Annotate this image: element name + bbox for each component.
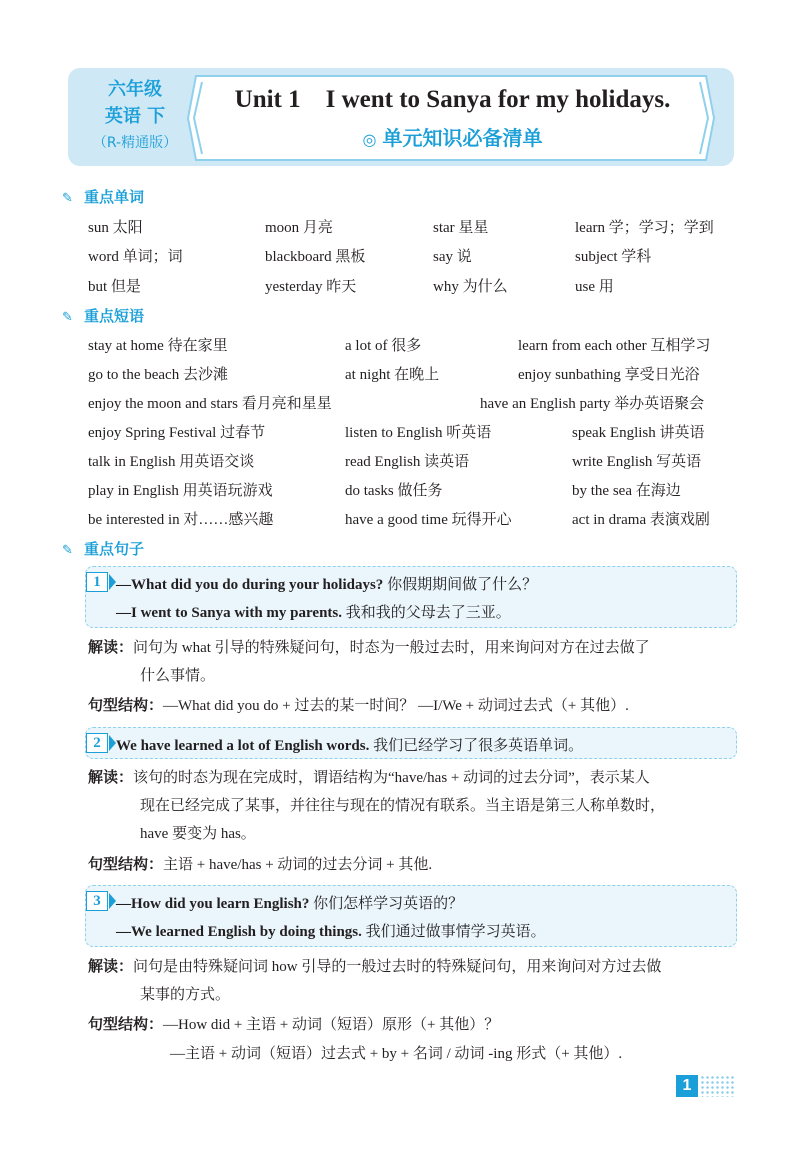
phrase-item: a lot of 很多 [345, 338, 422, 354]
sentence-en: —We learned English by doing things. [116, 924, 362, 940]
sentence-en: We have learned a lot of English words. [116, 738, 370, 754]
sentence-cn: 你们怎样学习英语的？ [309, 896, 464, 912]
sentence-box-2 [85, 727, 737, 759]
edition-label: （R-精通版） [92, 135, 178, 151]
word-item: say 说 [433, 249, 472, 265]
page-dots-decoration [700, 1075, 734, 1097]
word-item: subject 学科 [575, 249, 652, 265]
phrase-item: play in English 用英语玩游戏 [88, 483, 273, 499]
structure-1: 句型结构：—What did you do + 过去的某一时间？ —I/We + 动词过去式（+ 其他）. [88, 698, 629, 714]
sentence-en: —How did you learn English? [116, 896, 310, 912]
phrase-item: act in drama 表演戏剧 [572, 512, 710, 528]
sentence-cn: 你假期期间做了什么？ [383, 577, 538, 593]
sentence-number: 3 [86, 891, 108, 911]
phrase-item: enjoy the moon and stars 看月亮和星星 [88, 396, 332, 412]
unit-title: Unit 1 I went to Sanya for my holidays. [234, 86, 671, 113]
word-item: use 用 [575, 279, 614, 295]
structure-3: 句型结构：—How did + 主语 + 动词（短语）原形（+ 其他）？ [88, 1017, 500, 1033]
grade-line-2: 英语 下 [104, 106, 166, 127]
phrase-item: be interested in 对……感兴趣 [88, 512, 274, 528]
grade-line-1: 六年级 [108, 79, 162, 100]
sentence-cn: 我们通过做事情学习英语。 [361, 924, 546, 940]
section-sentences-heading: ✎ 重点句子 [62, 540, 145, 558]
sentence-box-3 [85, 885, 737, 947]
phrase-item: by the sea 在海边 [572, 483, 681, 499]
phrase-item: do tasks 做任务 [345, 483, 443, 499]
explanation-3-line-2: 某事的方式。 [140, 987, 231, 1003]
explanation-2-line-2: 现在已经完成了某事，并往往与现在的情况有联系。当主语是第三人称单数时， [140, 798, 666, 814]
phrase-item: have a good time 玩得开心 [345, 512, 512, 528]
word-item: learn 学；学习；学到 [575, 220, 714, 236]
sentence-cn: 我们已经学习了很多英语单词。 [369, 738, 584, 754]
pen-icon: ✎ [62, 543, 73, 558]
explanation-1-line-2: 什么事情。 [140, 668, 216, 684]
sentence-number: 1 [86, 572, 108, 592]
structure-2: 句型结构：主语 + have/has + 动词的过去分词 + 其他. [88, 857, 433, 873]
phrase-item: at night 在晚上 [345, 367, 440, 383]
word-item: word 单词；词 [88, 249, 183, 265]
sentence-cn: 我和我的父母去了三亚。 [342, 605, 511, 621]
word-item: blackboard 黑板 [265, 249, 366, 265]
sentence-en: —I went to Sanya with my parents. [116, 605, 342, 621]
phrase-item: have an English party 举办英语聚会 [480, 396, 705, 412]
page-number: 1 [676, 1075, 698, 1097]
subtitle-text: 单元知识必备清单 [382, 126, 543, 150]
grade-label [78, 76, 192, 157]
word-item: why 为什么 [433, 279, 508, 295]
phrase-item: go to the beach 去沙滩 [88, 367, 228, 383]
phrase-item: enjoy Spring Festival 过春节 [88, 425, 266, 441]
subtitle [200, 122, 705, 151]
explanation-1: 解读：问句为 what 引导的特殊疑问句，时态为一般过去时，用来询问对方在过去做了 [88, 640, 650, 656]
sentence-box-1 [85, 566, 737, 628]
structure-3-line-2: —主语 + 动词（短语）过去式 + by + 名词 / 动词 -ing 形式（+ 其他）. [170, 1046, 623, 1062]
phrase-item: stay at home 待在家里 [88, 338, 228, 354]
word-item: star 星星 [433, 220, 489, 236]
phrase-item: talk in English 用英语交谈 [88, 454, 255, 470]
pen-icon: ✎ [62, 191, 73, 206]
phrase-item: learn from each other 互相学习 [518, 338, 711, 354]
section-phrases-heading: ✎ 重点短语 [62, 307, 145, 325]
phrase-item: listen to English 听英语 [345, 425, 492, 441]
phrase-item: enjoy sunbathing 享受日光浴 [518, 367, 700, 383]
word-item: yesterday 昨天 [265, 279, 357, 295]
explanation-3: 解读：问句是由特殊疑问词 how 引导的一般过去时的特殊疑问句，用来询问对方过去做 [88, 959, 662, 975]
pen-icon: ✎ [62, 310, 73, 325]
word-item: moon 月亮 [265, 220, 333, 236]
phrase-item: speak English 讲英语 [572, 425, 705, 441]
word-item: sun 太阳 [88, 220, 143, 236]
sentence-en: —What did you do during your holidays? [116, 577, 384, 593]
word-item: but 但是 [88, 279, 141, 295]
phrase-item: write English 写英语 [572, 454, 702, 470]
explanation-2-line-3: have 要变为 has。 [140, 826, 256, 842]
phrase-item: read English 读英语 [345, 454, 470, 470]
explanation-2: 解读：该句的时态为现在完成时，谓语结构为“have/has + 动词的过去分词”，表示某人 [88, 770, 650, 786]
sentence-number: 2 [86, 733, 108, 753]
circle-mark-icon: ◎ [362, 130, 377, 149]
section-words-heading: ✎ 重点单词 [62, 188, 145, 206]
